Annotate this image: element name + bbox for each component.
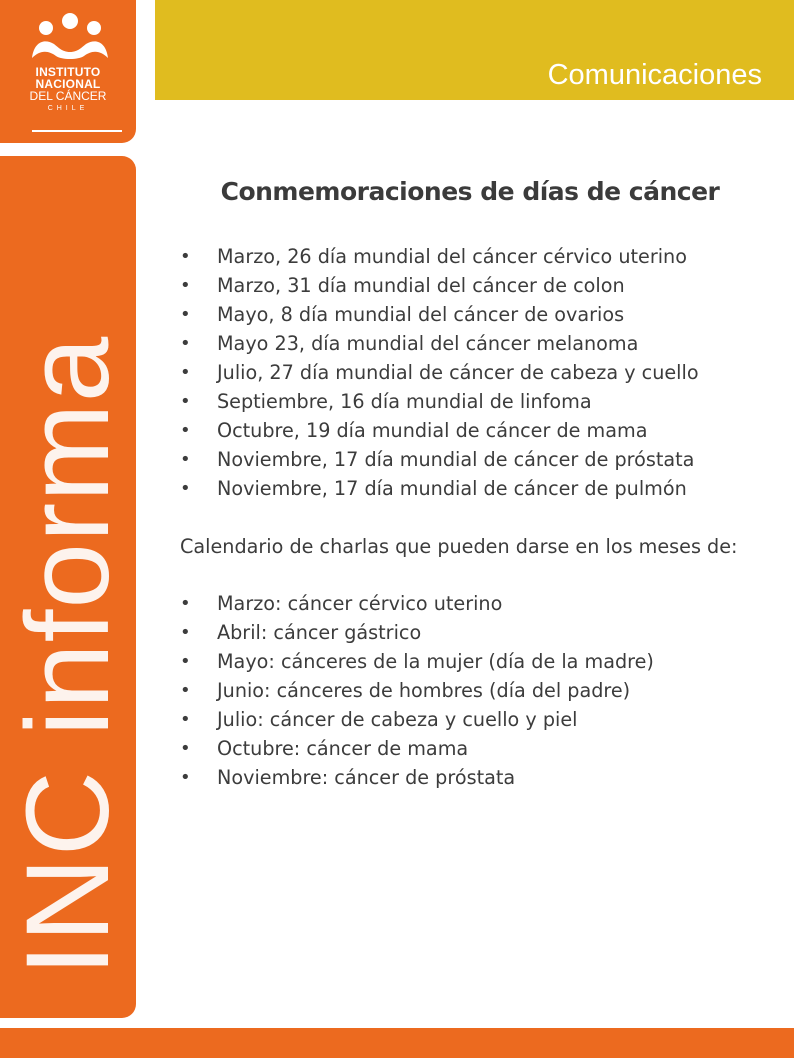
list-item-text: Marzo, 31 día mundial del cáncer de colon [217, 274, 625, 297]
list-item-text: Octubre: cáncer de mama [217, 737, 469, 760]
list-item [180, 734, 654, 763]
list-item-text: Marzo, 26 día mundial del cáncer cérvico uterino [217, 245, 687, 268]
talks-list [180, 589, 654, 792]
institution-logo [0, 0, 136, 143]
footer-band [0, 1028, 794, 1058]
logo-line-chile: CHILE [47, 105, 89, 112]
list-item [180, 705, 654, 734]
calendar-intro: Calendario de charlas que pueden darse en los meses de: [180, 535, 738, 558]
header-band [155, 0, 794, 100]
list-item [180, 618, 654, 647]
bullet: • [180, 593, 191, 614]
list-item [180, 387, 699, 416]
header-title: Comunicaciones [547, 59, 762, 91]
bullet: • [180, 333, 191, 354]
bullet: • [180, 362, 191, 383]
list-item [180, 445, 699, 474]
list-item [180, 242, 699, 271]
list-item-text: Abril: cáncer gástrico [217, 621, 422, 644]
people-logo-icon [28, 12, 112, 62]
list-item [180, 329, 699, 358]
list-item-text: Julio: cáncer de cabeza y cuello y piel [217, 708, 578, 731]
logo-wordmark [0, 66, 136, 115]
list-item-text: Junio: cánceres de hombres (día del padre) [217, 679, 631, 702]
list-item-text: Mayo: cánceres de la mujer (día de la madre) [217, 650, 654, 673]
list-item-text: Septiembre, 16 día mundial de linfoma [217, 390, 592, 413]
bullet: • [180, 767, 191, 788]
list-item [180, 358, 699, 387]
bullet: • [180, 304, 191, 325]
list-item-text: Noviembre, 17 día mundial de cáncer de próstata [217, 448, 695, 471]
logo-line-nacional: NACIONAL [35, 77, 101, 91]
list-item-text: Julio, 27 día mundial de cáncer de cabeza y cuello [217, 361, 699, 384]
list-item [180, 676, 654, 705]
bullet: • [180, 420, 191, 441]
commemorations-list [180, 242, 699, 503]
bullet: • [180, 651, 191, 672]
bullet: • [180, 622, 191, 643]
list-item [180, 474, 699, 503]
side-banner [0, 156, 136, 1018]
bullet: • [180, 478, 191, 499]
list-item [180, 647, 654, 676]
page-title: Conmemoraciones de días de cáncer [220, 177, 720, 206]
list-item-text: Noviembre, 17 día mundial de cáncer de pulmón [217, 477, 687, 500]
list-item-text: Marzo: cáncer cérvico uterino [217, 592, 503, 615]
list-item [180, 271, 699, 300]
list-item-text: Mayo 23, día mundial del cáncer melanoma [217, 332, 639, 355]
logo-line-del-cancer: DEL CÁNCER [29, 89, 107, 103]
list-item [180, 589, 654, 618]
bullet: • [180, 391, 191, 412]
logo-divider [32, 130, 122, 132]
logo-line-instituto: INSTITUTO [35, 65, 101, 79]
list-item [180, 416, 699, 445]
bullet: • [180, 738, 191, 759]
list-item-text: Octubre, 19 día mundial de cáncer de mama [217, 419, 648, 442]
bullet: • [180, 709, 191, 730]
bullet: • [180, 680, 191, 701]
list-item-text: Mayo, 8 día mundial del cáncer de ovarios [217, 303, 625, 326]
bullet: • [180, 275, 191, 296]
list-item [180, 763, 654, 792]
bullet: • [180, 449, 191, 470]
list-item [180, 300, 699, 329]
side-banner-label: INC informa [2, 335, 134, 977]
bullet: • [180, 246, 191, 267]
list-item-text: Noviembre: cáncer de próstata [217, 766, 516, 789]
